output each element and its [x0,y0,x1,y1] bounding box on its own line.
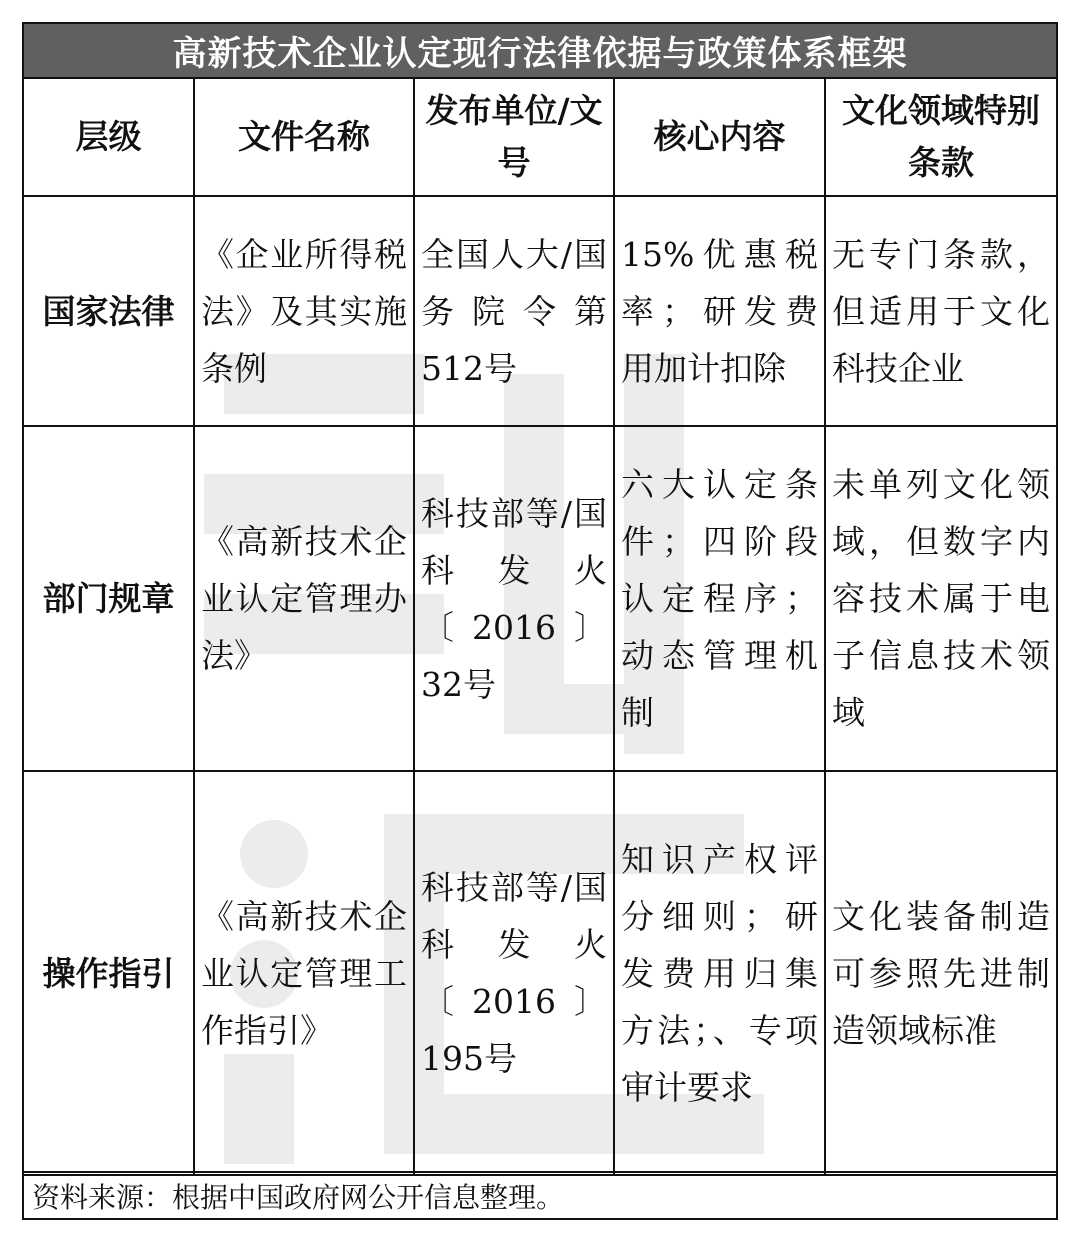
header-culture-clause: 文化领域特别条款 [825,79,1056,196]
row-culture-clause: 文化装备制造可参照先进制造领域标准 [825,771,1056,1175]
policy-table [24,79,1056,1176]
header-file-name: 文件名称 [194,79,414,196]
table-row [24,771,1056,1175]
row-file-name: 《企业所得税法》及其实施条例 [194,196,414,426]
row-file-name: 《高新技术企业认定管理工作指引》 [194,771,414,1175]
row-core-content: 知识产权评分细则；研发费用归集方法；、专项审计要求 [614,771,825,1175]
table-row [24,426,1056,771]
header-level: 层级 [24,79,194,196]
source-note: 资料来源：根据中国政府网公开信息整理。 [24,1171,1056,1218]
row-issuer: 全国人大/国务院令第512号 [414,196,614,426]
row-level: 操作指引 [24,771,194,1175]
row-core-content: 六大认定条件；四阶段认定程序；动态管理机制 [614,426,825,771]
header-core-content: 核心内容 [614,79,825,196]
row-culture-clause: 无专门条款，但适用于文化科技企业 [825,196,1056,426]
table-title: 高新技术企业认定现行法律依据与政策体系框架 [24,24,1056,79]
header-row [24,79,1056,196]
row-level: 部门规章 [24,426,194,771]
row-level: 国家法律 [24,196,194,426]
row-core-content: 15%优惠税率；研发费用加计扣除 [614,196,825,426]
table-row [24,196,1056,426]
row-culture-clause: 未单列文化领域，但数字内容技术属于电子信息技术领域 [825,426,1056,771]
policy-table-frame [22,22,1058,1220]
header-issuer: 发布单位/文号 [414,79,614,196]
row-issuer: 科技部等/国科发火〔2016〕195号 [414,771,614,1175]
row-issuer: 科技部等/国科发火〔2016〕32号 [414,426,614,771]
row-file-name: 《高新技术企业认定管理办法》 [194,426,414,771]
